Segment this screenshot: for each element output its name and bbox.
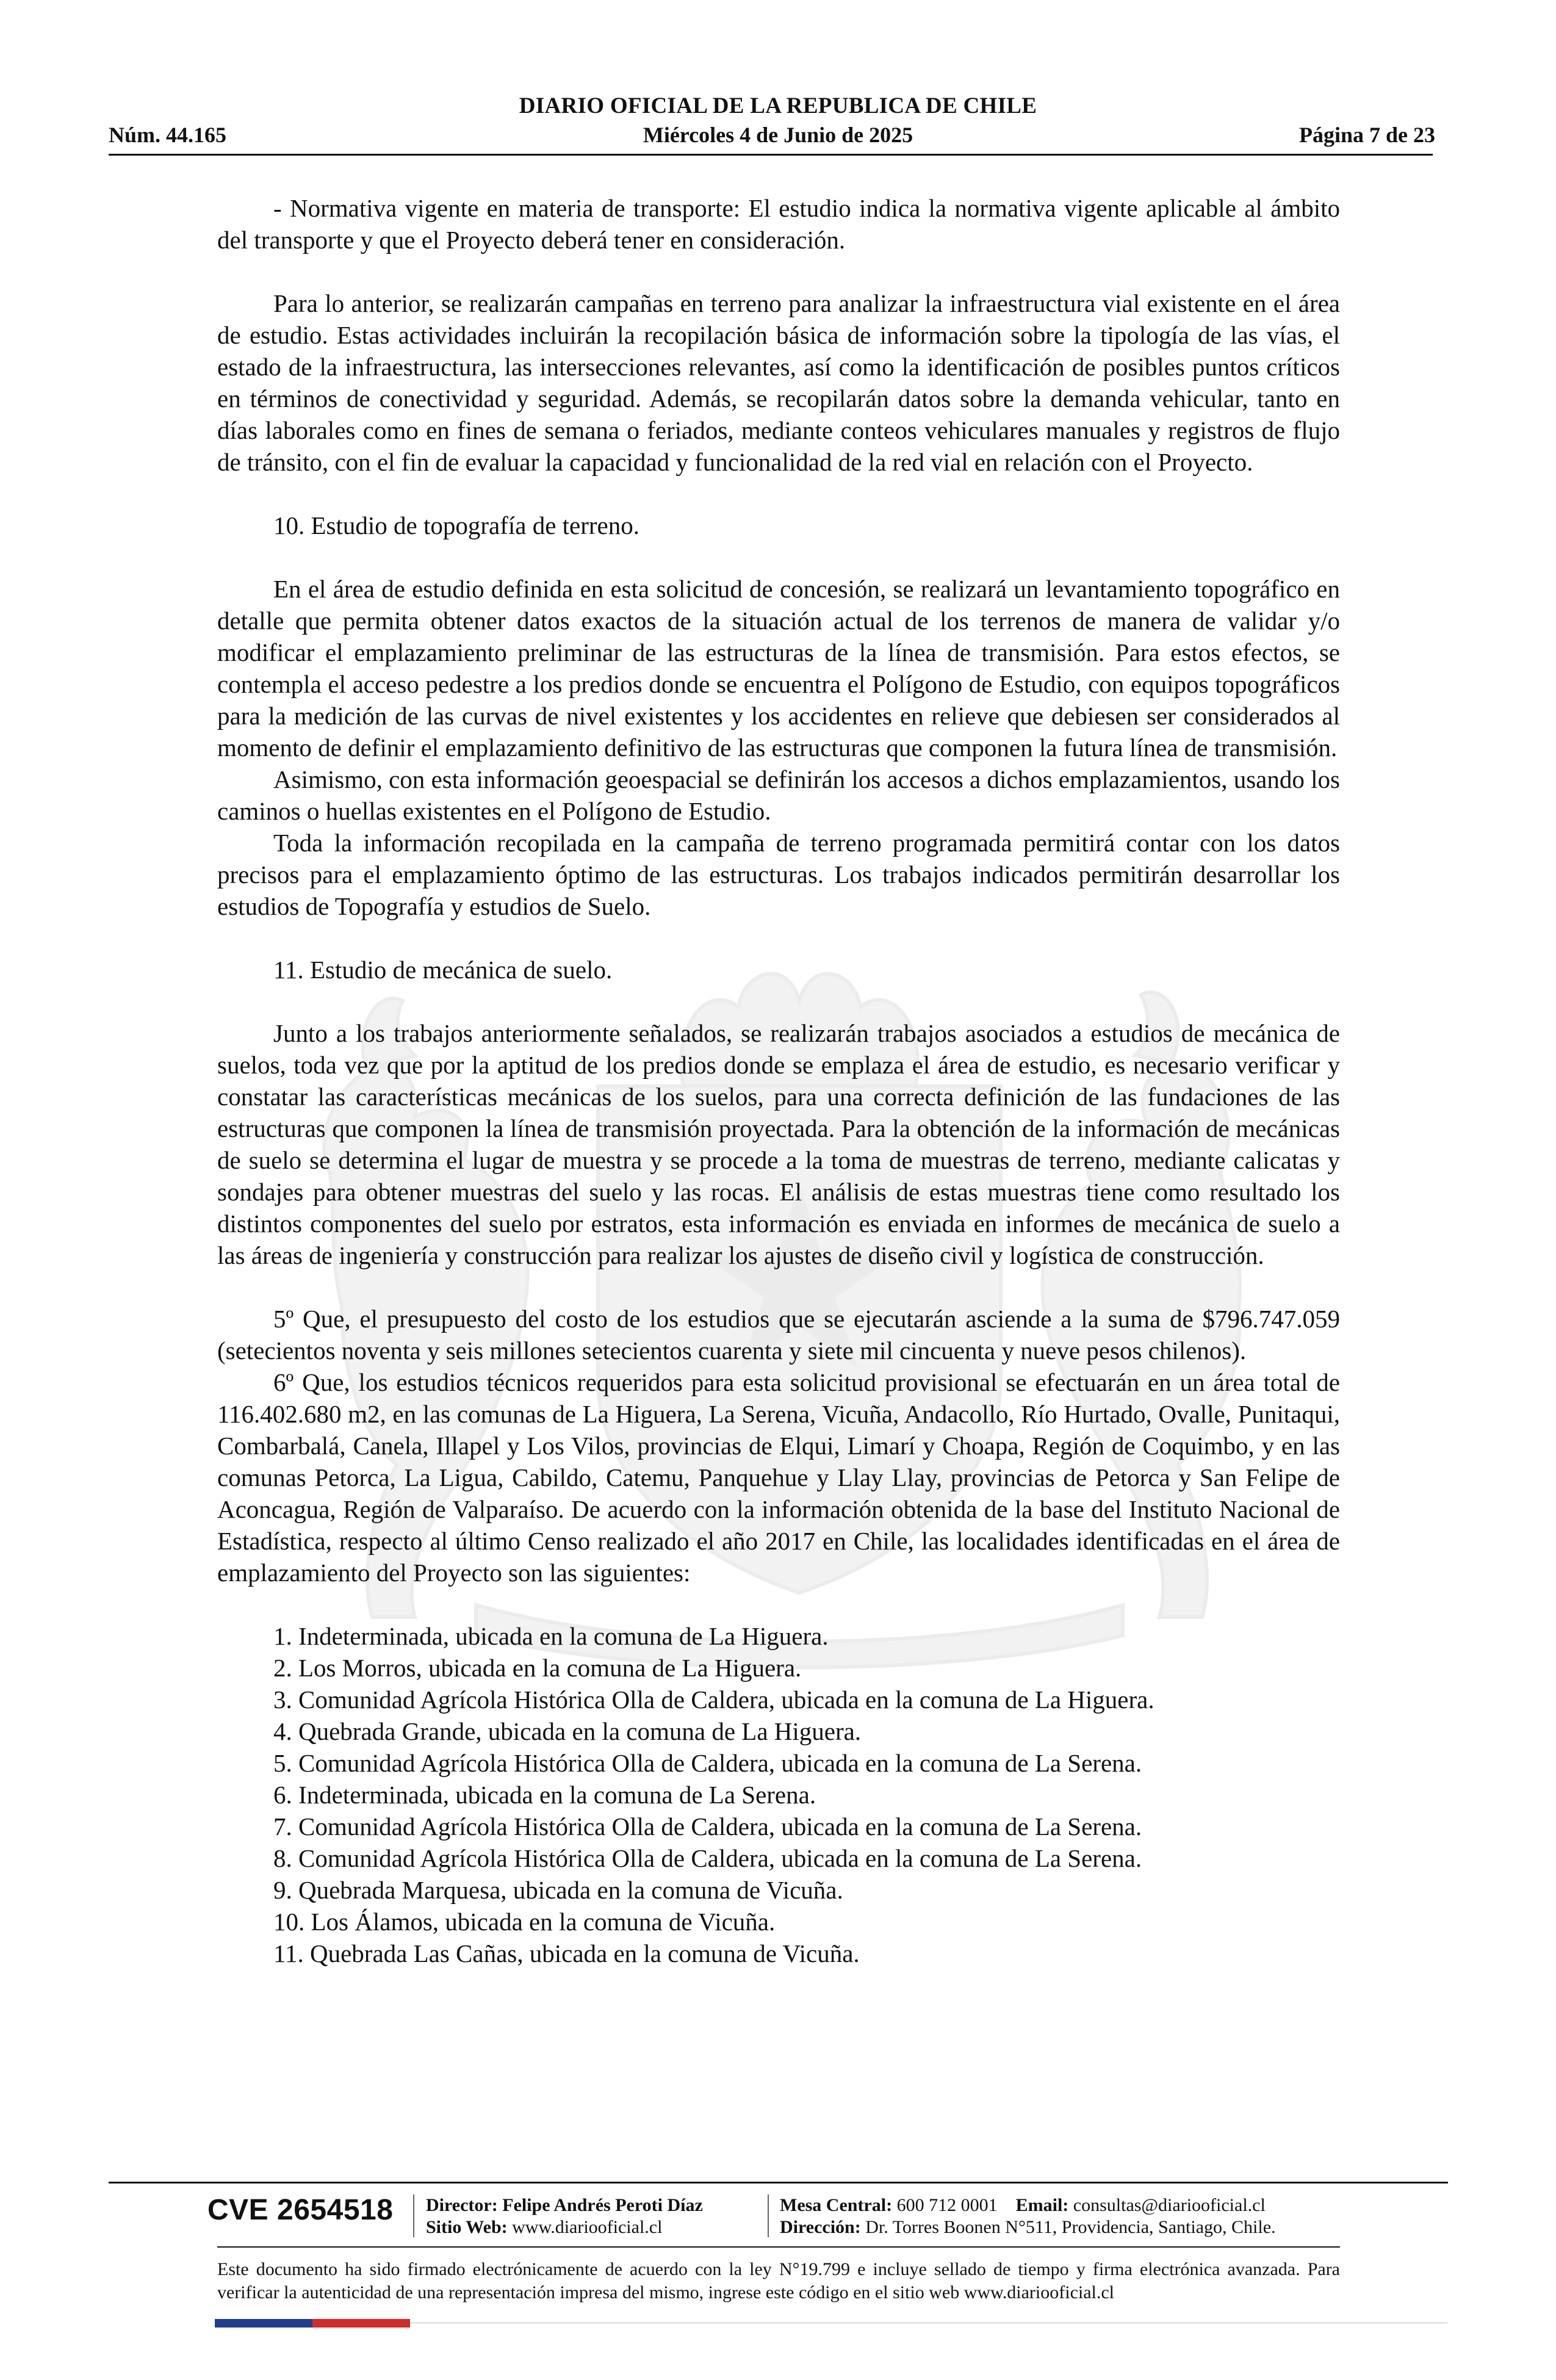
paragraph-accesos: Asimismo, con esta información geoespacial se definirán los accesos a dichos emplazamientos, usando los caminos o huellas existentes en el Polígono de Estudio.: [217, 765, 1340, 825]
flag-red-stripe: [312, 2319, 410, 2328]
issue-date: Miércoles 4 de Junio de 2025: [643, 123, 913, 147]
paragraph-area-total: 6º Que, los estudios técnicos requeridos para esta solicitud provisional se efectuarán en un área total de 116.402.680 m2, en las comunas de La Higuera, La Serena, Vicuña, Andacollo, Río Hurtado, Ovalle, Punitaqui, Combarbalá, Canela, Illapel y Los Vilos, provincias de Elqui, Limarí y Choapa, Región de Coquimbo, y en las comunas Petorca, La Ligua, Cabildo, Catemu, Panquehue y Llay Llay, provincias de Petorca y San Felipe de Aconcagua, Región de Valparaíso. De acuerdo con la información obtenida de la base del Instituto Nacional de Estadística, respecto al último Censo realizado el año 2017 en Chile, las localidades identificadas en el área de emplazamiento del Proyecto son las siguientes:: [217, 1368, 1340, 1587]
email-link[interactable]: consultas@diariooficial.cl: [1073, 2195, 1266, 2215]
list-item: 2. Los Morros, ubicada en la comuna de La Higuera.: [273, 1654, 802, 1682]
list-item: 4. Quebrada Grande, ubicada en la comuna de La Higuera.: [273, 1717, 862, 1745]
website-label: Sitio Web:: [426, 2217, 508, 2237]
address-value: Dr. Torres Boonen N°511, Providencia, Santiago, Chile.: [865, 2217, 1276, 2237]
list-item: 5. Comunidad Agrícola Histórica Olla de Caldera, ubicada en la comuna de La Serena.: [273, 1749, 1142, 1777]
electronic-signature-notice: Este documento ha sido firmado electrónicamente de acuerdo con la ley N°19.799 e incluye sellado de tiempo y firma electrónica avanzada. Para verificar la autenticidad de una representación impresa del mismo, ingrese este código en el sitio web www.diariooficial.cl: [217, 2259, 1340, 2302]
cve-code: CVE 2654518: [207, 2194, 394, 2226]
chile-flag-stripe: [215, 2319, 410, 2328]
website-link[interactable]: www.diariooficial.cl: [512, 2217, 663, 2237]
paragraph-presupuesto: 5º Que, el presupuesto del costo de los estudios que se ejecutarán asciende a la suma de $796.747.059 (setecientos noventa y seis millones setecientos cuarenta y siete mil cincuenta y nueve pesos chilenos).: [217, 1305, 1340, 1365]
list-item: 7. Comunidad Agrícola Histórica Olla de Caldera, ubicada en la comuna de La Serena.: [273, 1812, 1142, 1841]
paragraph-informacion: Toda la información recopilada en la campaña de terreno programada permitirá contar con los datos precisos para el emplazamiento óptimo de las estructuras. Los trabajos indicados permitirán desarrollar los estudios de Topografía y estudios de Suelo.: [217, 829, 1340, 920]
footer-director-block: [426, 2194, 703, 2238]
issue-number: Núm. 44.165: [109, 123, 227, 147]
list-item: 9. Quebrada Marquesa, ubicada en la comuna de Vicuña.: [273, 1876, 843, 1904]
list-item: 11. Quebrada Las Cañas, ubicada en la comuna de Vicuña.: [273, 1939, 860, 1967]
list-item: 1. Indeterminada, ubicada en la comuna de La Higuera.: [273, 1622, 829, 1650]
section-heading-mecanica: 11. Estudio de mecánica de suelo.: [273, 956, 613, 984]
gazette-title: DIARIO OFICIAL DE LA REPUBLICA DE CHILE: [519, 93, 1037, 118]
email-label: Email:: [1015, 2195, 1069, 2215]
central-phone: 600 712 0001: [896, 2195, 998, 2215]
page-number: Página 7 de 23: [1298, 123, 1435, 147]
list-item: 3. Comunidad Agrícola Histórica Olla de Caldera, ubicada en la comuna de La Higuera.: [273, 1686, 1154, 1714]
list-item: 8. Comunidad Agrícola Histórica Olla de Caldera, ubicada en la comuna de La Serena.: [273, 1844, 1142, 1872]
paragraph-campanas: Para lo anterior, se realizarán campañas en terreno para analizar la infraestructura vial existente en el área de estudio. Estas actividades incluirán la recopilación básica de información sobre la tipología de las vías, el estado de la infraestructura, las intersecciones relevantes, así como la identificación de posibles puntos críticos en términos de conectividad y seguridad. Además, se recopilarán datos sobre la demanda vehicular, tanto en días laborales como en fines de semana o feriados, mediante conteos vehiculares manuales y registros de flujo de tránsito, con el fin de evaluar la capacidad y funcionalidad de la red vial en relación con el Proyecto.: [217, 289, 1340, 476]
director-name: Felipe Andrés Peroti Díaz: [502, 2195, 703, 2215]
footer-divider-middle: [217, 2246, 1340, 2248]
localities-list: [217, 1620, 1340, 1969]
footer-separator: [768, 2194, 769, 2237]
footer-separator: [413, 2194, 414, 2237]
footer-divider-top: [109, 2182, 1448, 2183]
paragraph-mecanica: Junto a los trabajos anteriormente señalados, se realizarán trabajos asociados a estudios de mecánica de suelos, toda vez que por la aptitud de los predios donde se emplaza el área de estudio, es necesario verificar y constatar las características mecánicas de los suelos, para una correcta definición de las fundaciones de las estructuras que componen la línea de transmisión proyectada. Para la obtención de la información de mecánicas de suelo se determina el lugar de muestra y se procede a la toma de muestras de terreno, mediante calicatas y sondajes para obtener muestras del suelo y las rocas. El análisis de estas muestras tiene como resultado los distintos componentes del suelo por estratos, esta información es enviada en informes de mecánica de suelo a las áreas de ingeniería y construcción para realizar los ajustes de diseño civil y logística de construcción.: [217, 1019, 1340, 1269]
flag-blue-stripe: [215, 2319, 312, 2328]
paragraph-levantamiento: En el área de estudio definida en esta solicitud de concesión, se realizará un levantamiento topográfico en detalle que permita obtener datos exactos de la situación actual de los terrenos de manera de validar y/o modificar el emplazamiento preliminar de las estructuras de la línea de transmisión. Para estos efectos, se contempla el acceso pedestre a los predios donde se encuentra el Polígono de Estudio, con equipos topográficos para la medición de las curvas de nivel existentes y los accidentes en relieve que debiesen ser considerados al momento de definir el emplazamiento definitivo de las estructuras que componen la futura línea de transmisión.: [217, 575, 1340, 762]
central-label: Mesa Central:: [780, 2195, 893, 2215]
list-item: 10. Los Álamos, ubicada en la comuna de Vicuña.: [273, 1908, 776, 1936]
list-item: 6. Indeterminada, ubicada en la comuna de La Serena.: [273, 1781, 816, 1809]
footer-contact-block: [780, 2194, 1276, 2238]
address-label: Dirección:: [780, 2217, 861, 2237]
director-label: Director:: [426, 2195, 498, 2215]
header-divider: [109, 154, 1433, 156]
document-body: [217, 192, 1340, 1969]
section-heading-topografia: 10. Estudio de topografía de terreno.: [273, 511, 640, 539]
paragraph-normativa: - Normativa vigente en materia de transporte: El estudio indica la normativa vigente aplicable al ámbito del transporte y que el Proyecto deberá tener en consideración.: [217, 194, 1340, 254]
